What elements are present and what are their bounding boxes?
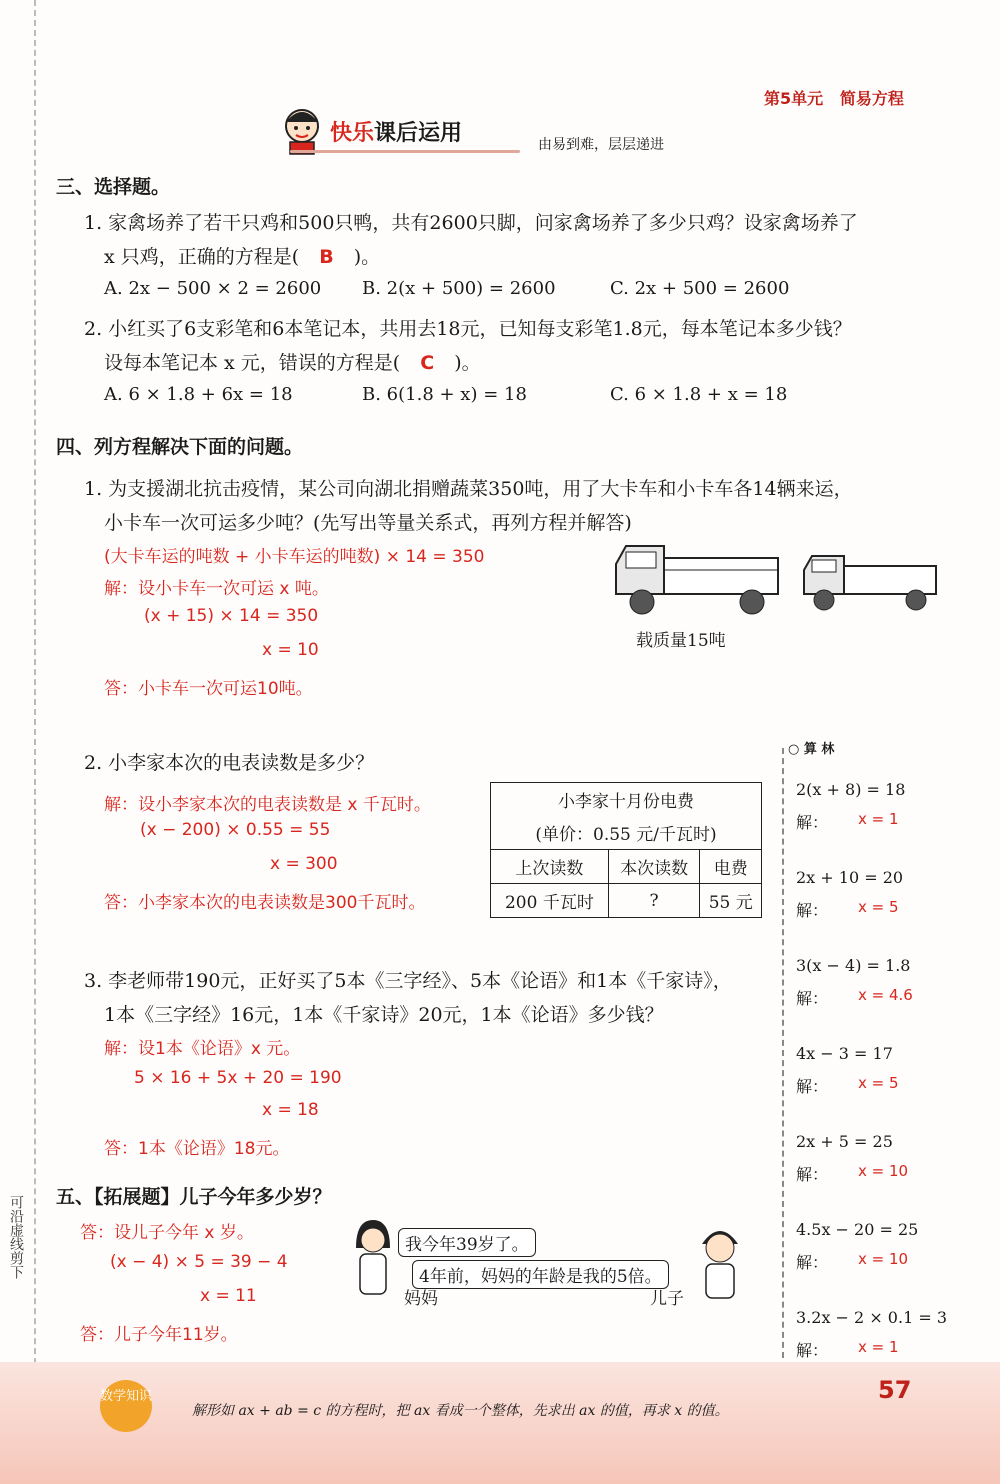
p3-stem-line2: 1本《三字经》16元，1本《千家诗》20元，1本《论语》多少钱？: [104, 1004, 664, 1026]
big-truck-icon: [612, 540, 782, 620]
topic-label: 简易方程: [839, 89, 904, 108]
cut-hint: 可沿虚线剪下: [8, 1195, 24, 1279]
calc-solution-label: 解：: [796, 813, 829, 832]
math-tip-text: 解形如 ax + ab = c 的方程时，把 ax 看成一个整体，先求出 ax 的值，再求 x 的值。: [192, 1403, 729, 1419]
calc-equation: 4x − 3 = 17: [796, 1044, 893, 1063]
calc-solution-label: 解：: [796, 1165, 829, 1184]
q1-prompt-text: x 只鸡，正确的方程是(: [104, 246, 300, 268]
unit-label: 第5单元: [764, 89, 824, 108]
calc-solution-label: 解：: [796, 901, 829, 920]
unit-header: [764, 86, 904, 109]
calc-solution-label: 解：: [796, 1253, 829, 1272]
calc-answer: x = 10: [858, 1250, 909, 1268]
q2-option-a: A. 6 × 1.8 + 6x = 18: [104, 384, 293, 405]
q2-answer: C: [420, 352, 435, 374]
footer-band: [0, 1362, 1000, 1484]
son-speech-bubble: 4年前，妈妈的年龄是我的5倍。: [412, 1260, 669, 1289]
banner-underline: [290, 150, 520, 153]
calc-answer: x = 1: [858, 1338, 899, 1356]
calc-answer: x = 10: [858, 1162, 909, 1180]
banner-title-highlight: 快乐: [330, 121, 375, 146]
s5-step-2: (x − 4) × 5 = 39 − 4: [110, 1252, 288, 1272]
p3-step-2: 5 × 16 + 5x + 20 = 190: [134, 1068, 342, 1088]
p3-stem-line1: 3. 李老师带190元，正好买了5本《三字经》、5本《论语》和1本《千家诗》，: [84, 970, 732, 992]
page-number: 57: [878, 1376, 912, 1404]
bill-title: 小李家十月份电费: [491, 783, 762, 817]
calc-equation: 2x + 5 = 25: [796, 1132, 893, 1151]
q2-prompt: [104, 348, 481, 375]
q1-answer: B: [319, 246, 334, 268]
q1-stem: 1. 家禽场养了若干只鸡和500只鸭，共有2600只脚，问家禽场养了多少只鸡？设家禽场养了: [84, 212, 858, 234]
banner-title: [330, 116, 462, 147]
p2-stem: 2. 小李家本次的电表读数是多少？: [84, 752, 375, 774]
q1-option-a: A. 2x − 500 × 2 = 2600: [104, 278, 322, 299]
p3-answer: 答：1本《论语》18元。: [104, 1139, 290, 1159]
q1-prompt-end: )。: [353, 246, 381, 268]
cartoon-boy-icon: [276, 104, 328, 156]
section-5-title: 五、【拓展题】儿子今年多少岁？: [56, 1186, 332, 1208]
p2-step-1: 解：设小李家本次的电表读数是 x 千瓦时。: [104, 795, 431, 815]
p1-relation: (大卡车运的吨数 + 小卡车运的吨数) × 14 = 350: [104, 547, 485, 567]
calc-answer: x = 5: [858, 898, 899, 916]
p2-answer: 答：小李家本次的电表读数是300千瓦时。: [104, 893, 426, 913]
section-4-title: 四、列方程解决下面的问题。: [56, 436, 304, 458]
p1-stem-line2: 小卡车一次可运多少吨？(先写出等量关系式，再列方程并解答): [104, 512, 632, 534]
mom-label: 妈妈: [404, 1289, 438, 1309]
q2-prompt-end: )。: [454, 352, 481, 374]
bill-header-current: 本次读数: [608, 850, 700, 884]
s5-step-1: 答：设儿子今年 x 岁。: [80, 1223, 254, 1243]
bill-header-fee: 电费: [700, 850, 762, 884]
q2-stem: 2. 小红买了6支彩笔和6本笔记本，共用去18元，已知每支彩笔1.8元，每本笔记本多少钱？: [84, 318, 852, 340]
bill-cell-current: ?: [608, 884, 700, 918]
q2-prompt-text: 设每本笔记本 x 元，错误的方程是(: [104, 352, 401, 374]
calc-equation: 3.2x − 2 × 0.1 = 3: [796, 1308, 948, 1327]
s5-answer: 答：儿子今年11岁。: [80, 1325, 238, 1345]
q2-option-c: C. 6 × 1.8 + x = 18: [610, 384, 788, 405]
p1-step-1: 解：设小卡车一次可运 x 吨。: [104, 579, 329, 599]
p2-step-3: x = 300: [270, 854, 338, 874]
p1-answer: 答：小卡车一次可运10吨。: [104, 679, 313, 699]
math-tip-badge: 数学知识: [100, 1380, 152, 1432]
bill-unit: (单价：0.55 元/千瓦时): [491, 816, 762, 850]
banner-title-rest: 课后运用: [374, 121, 463, 146]
son-figure-icon: [690, 1222, 750, 1302]
cut-line: [34, 0, 36, 1484]
calc-solution-label: 解：: [796, 1077, 829, 1096]
small-truck-icon: [800, 550, 940, 612]
bill-header-previous: 上次读数: [491, 850, 609, 884]
mom-speech-bubble: 我今年39岁了。: [398, 1228, 536, 1257]
q1-option-b: B. 2(x + 500) = 2600: [362, 278, 556, 299]
electricity-bill-table: [490, 782, 762, 918]
calc-answer: x = 4.6: [858, 986, 913, 1004]
calc-answer: x = 5: [858, 1074, 899, 1092]
bill-cell-fee: 55 元: [700, 884, 762, 918]
calc-equation: 4.5x − 20 = 25: [796, 1220, 919, 1239]
q1-option-c: C. 2x + 500 = 2600: [610, 278, 790, 299]
q2-option-b: B. 6(1.8 + x) = 18: [362, 384, 527, 405]
section-3-title: 三、选择题。: [56, 176, 171, 198]
bill-cell-previous: 200 千瓦时: [491, 884, 609, 918]
calc-equation: 2(x + 8) = 18: [796, 780, 906, 799]
calc-answer: x = 1: [858, 810, 899, 828]
p1-step-3: x = 10: [262, 640, 319, 660]
banner-subtitle: 由易到难，层层递进: [538, 137, 664, 153]
p1-step-2: (x + 15) × 14 = 350: [144, 606, 319, 626]
p3-step-1: 解：设1本《论语》x 元。: [104, 1039, 301, 1059]
p3-step-3: x = 18: [262, 1100, 319, 1120]
p2-step-2: (x − 200) × 0.55 = 55: [140, 820, 331, 840]
calc-equation: 3(x − 4) = 1.8: [796, 956, 911, 975]
s5-step-3: x = 11: [200, 1286, 257, 1306]
calc-title: ○ 算 林: [788, 742, 835, 757]
q1-prompt: [104, 242, 380, 269]
calc-equation: 2x + 10 = 20: [796, 868, 904, 887]
p1-stem-line1: 1. 为支援湖北抗击疫情，某公司向湖北捐赠蔬菜350吨，用了大卡车和小卡车各14辆来运，: [84, 478, 853, 500]
calc-solution-label: 解：: [796, 989, 829, 1008]
calc-solution-label: 解：: [796, 1341, 829, 1360]
son-label: 儿子: [650, 1289, 684, 1309]
calc-title-text: 算 林: [803, 742, 835, 757]
mom-figure-icon: [348, 1218, 398, 1298]
truck-caption: 载质量15吨: [636, 631, 726, 651]
